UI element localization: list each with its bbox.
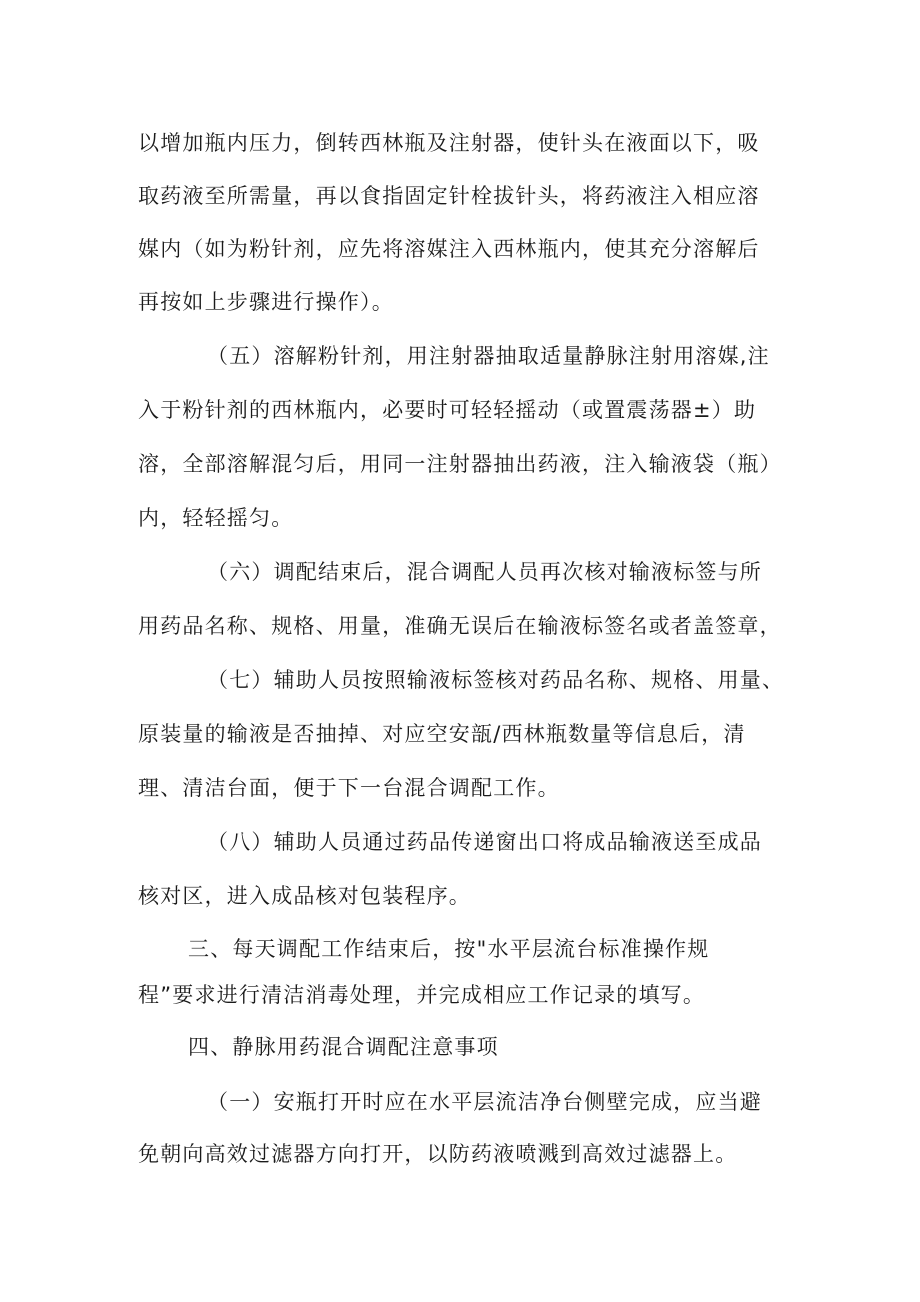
text-line: 取药液至所需量，再以食指固定针栓拔针头，将药液注入相应溶 bbox=[138, 184, 760, 208]
text-line: （八）辅助人员通过药品传递窗出口将成品输液送至成品 bbox=[207, 830, 762, 854]
text-line: 以增加瓶内压力，倒转西林瓶及注射器，使针头在液面以下，吸 bbox=[138, 131, 760, 155]
text-line: 理、清洁台面，便于下一台混合调配工作。 bbox=[138, 776, 560, 800]
text-line: 内，轻轻摇匀。 bbox=[138, 506, 294, 530]
text-line: 免朝向高效过滤器方向打开，以防药液喷溅到高效过滤器上。 bbox=[138, 1142, 738, 1166]
text-line: 入于粉针剂的西林瓶内，必要时可轻轻摇动（或置震荡器±）助 bbox=[138, 398, 757, 422]
text-line: 溶，全部溶解混匀后，用同一注射器抽出药液，注入输液袋（瓶） bbox=[138, 452, 782, 476]
text-line: （七）辅助人员按照输液标签核对药品名称、规格、用量、 bbox=[207, 668, 785, 692]
text-line: 三、每天调配工作结束后，按"水平层流台标准操作规 bbox=[188, 937, 710, 961]
text-line: 再按如上步骤进行操作）。 bbox=[138, 290, 394, 314]
text-line: 媒内（如为粉针剂，应先将溶媒注入西林瓶内，使其充分溶解后 bbox=[138, 237, 760, 261]
text-line: （一）安瓶打开时应在水平层流洁净台侧壁完成，应当避 bbox=[207, 1090, 762, 1114]
section-heading: 四、静脉用药混合调配注意事项 bbox=[188, 1035, 499, 1059]
text-line: 核对区，进入成品核对包装程序。 bbox=[138, 884, 471, 908]
text-line: 原装量的输液是否抽掉、对应空安瓿/西林瓶数量等信息后，清 bbox=[138, 722, 746, 746]
text-line: （六）调配结束后，混合调配人员再次核对输液标签与所 bbox=[207, 560, 762, 584]
text-line: 用药品名称、规格、用量，准确无误后在输液标签名或者盖签章， bbox=[138, 614, 782, 638]
text-line: 程”要求进行清洁消毒处理，并完成相应工作记录的填写。 bbox=[138, 983, 706, 1007]
text-line: （五）溶解粉针剂，用注射器抽取适量静脉注射用溶媒,注 bbox=[207, 344, 770, 368]
